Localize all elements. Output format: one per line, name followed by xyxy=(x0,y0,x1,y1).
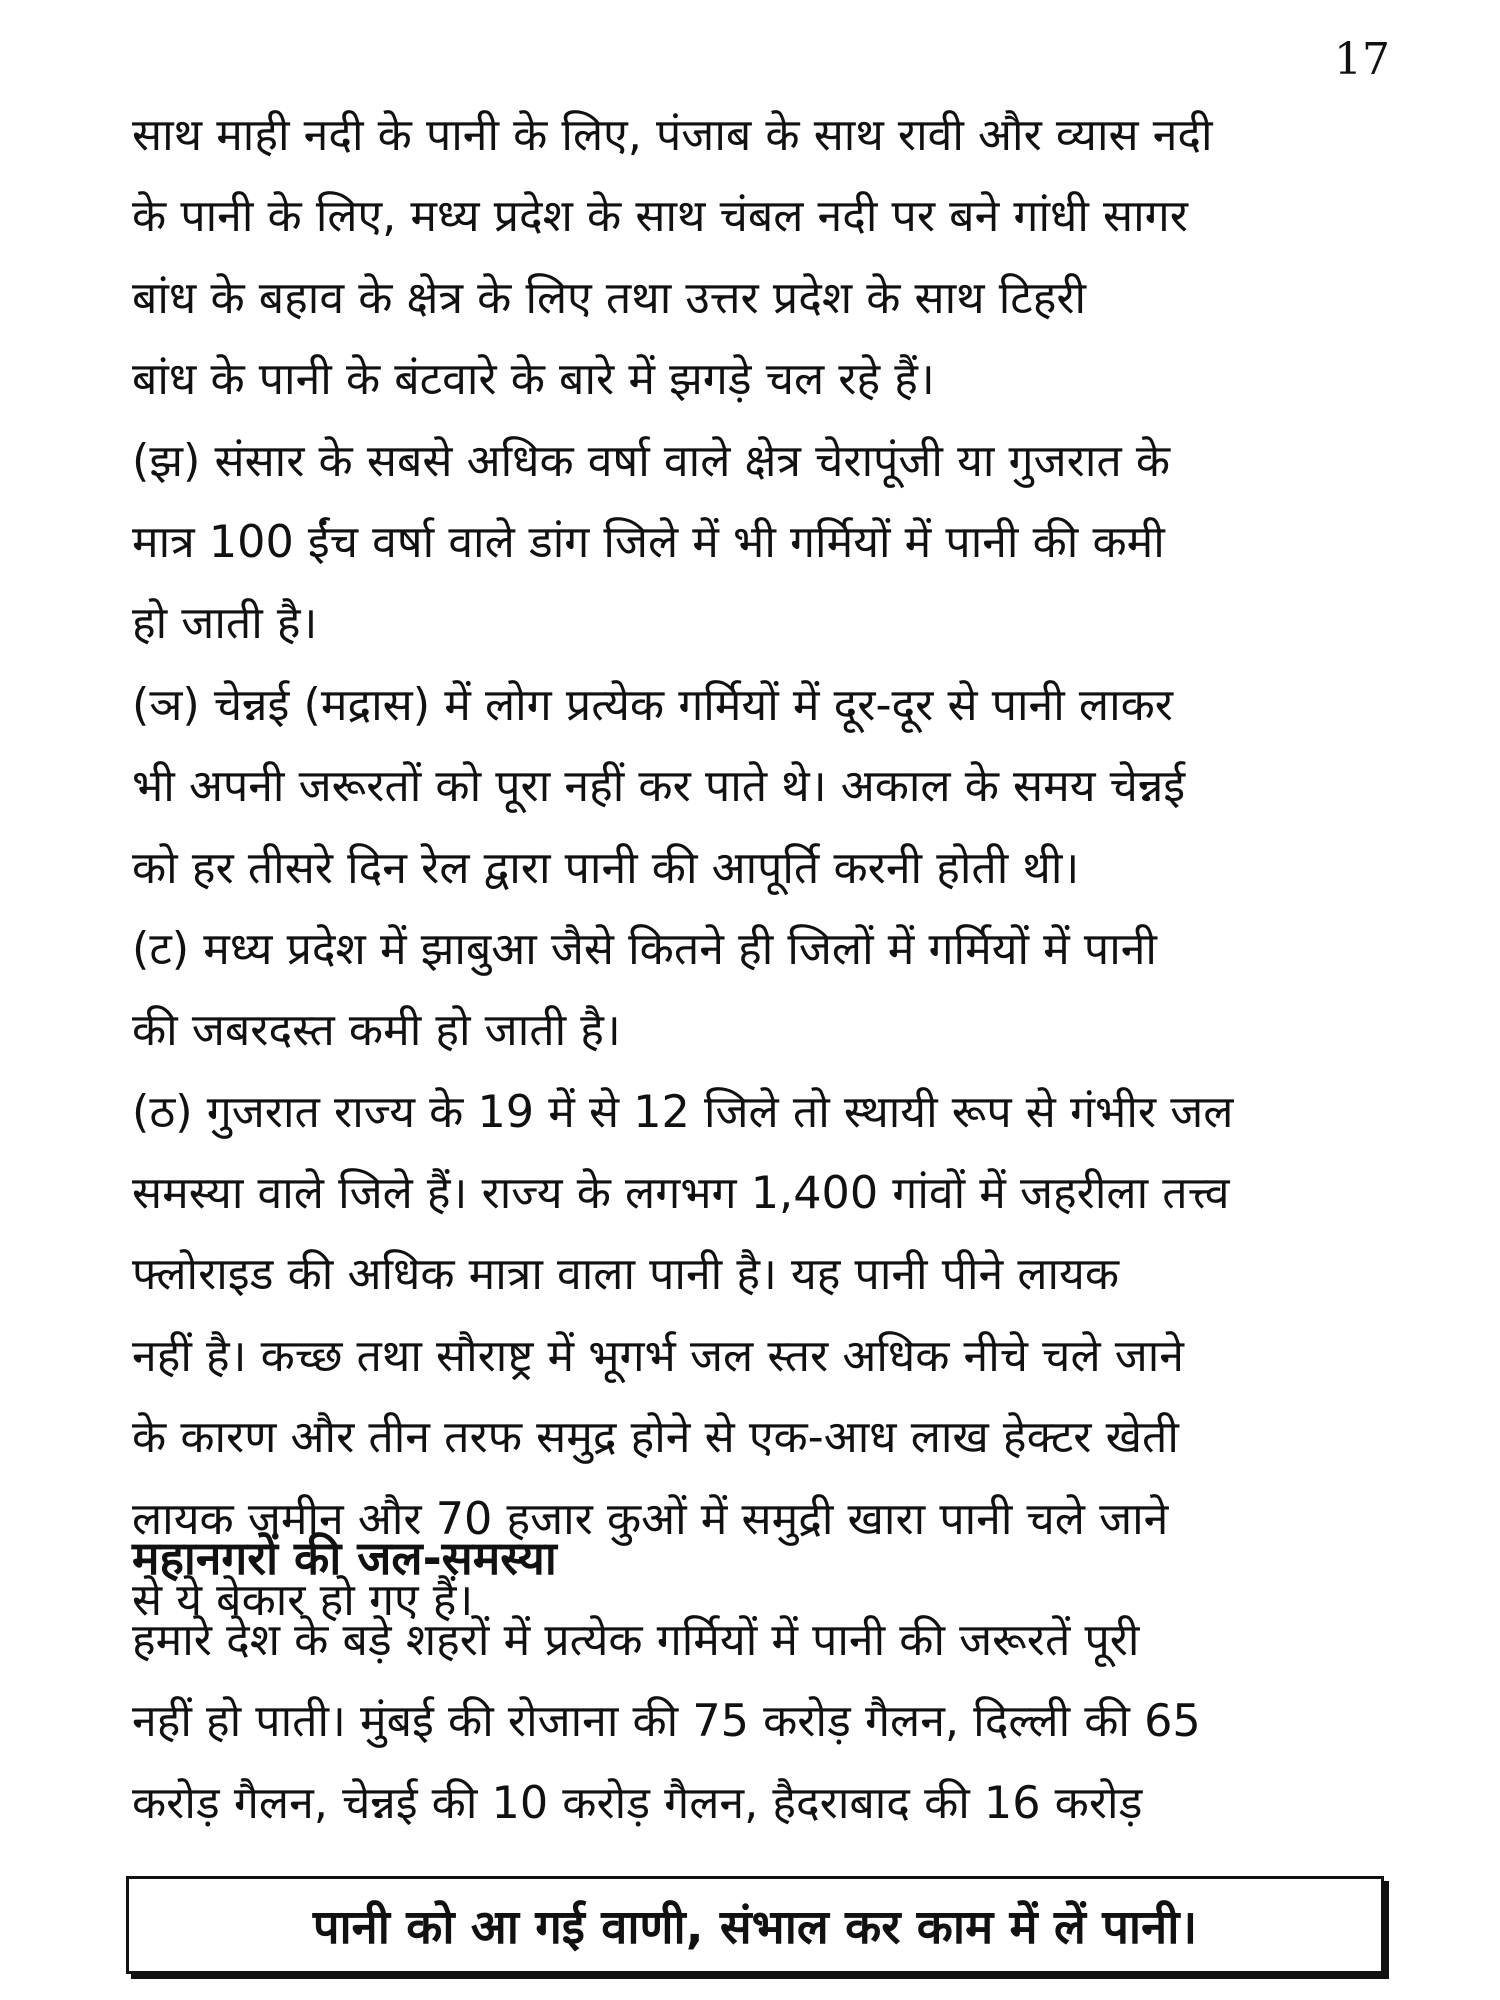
paragraph-line: (ट) मध्य प्रदेश में झाबुआ जैसे कितने ही जिलों में गर्मियों में पानी xyxy=(132,923,1157,975)
section-heading: महानगरों की जल-समस्या xyxy=(132,1531,557,1585)
motto-text: पानी को आ गई वाणी, संभाल कर काम में लें पानी। xyxy=(312,1900,1198,1955)
main-text xyxy=(132,95,1402,1641)
paragraph-line: के कारण और तीन तरफ समुद्र होने से एक-आध लाख हेक्टर खेती xyxy=(132,1412,1179,1464)
paragraph-line: बांध के बहाव के क्षेत्र के लिए तथा उत्तर प्रदेश के साथ टिहरी xyxy=(132,272,1087,324)
paragraph-line: (झ) संसार के सबसे अधिक वर्षा वाले क्षेत्र चेरापूंजी या गुजरात के xyxy=(132,435,1171,487)
paragraph-line: (ञ) चेन्नई (मद्रास) में लोग प्रत्येक गर्मियों में दूर-दूर से पानी लाकर xyxy=(132,679,1173,731)
paragraph-line: फ्लोराइड की अधिक मात्रा वाला पानी है। यह पानी पीने लायक xyxy=(132,1249,1120,1301)
paragraph-line: लायक जमीन और 70 हजार कुओं में समुद्री खारा पानी चले जाने xyxy=(132,1493,1169,1545)
paragraph-line: की जबरदस्त कमी हो जाती है। xyxy=(132,1005,621,1057)
section-line: नहीं हो पाती। मुंबई की रोजाना की 75 करोड़ गैलन, दिल्ली की 65 xyxy=(132,1696,1201,1748)
section-line: हमारे देश के बड़े शहरों में प्रत्येक गर्मियों में पानी की जरूरतें पूरी xyxy=(132,1615,1140,1666)
paragraph-line: भी अपनी जरूरतों को पूरा नहीं कर पाते थे। अकाल के समय चेन्नई xyxy=(132,761,1186,813)
section-line: करोड़ गैलन, चेन्नई की 10 करोड़ गैलन, हैदराबाद की 16 करोड़ xyxy=(132,1777,1143,1829)
paragraph-line: हो जाती है। xyxy=(132,598,318,650)
page-number: 17 xyxy=(1334,34,1390,85)
section-body xyxy=(132,1600,1402,1844)
paragraph-line: साथ माही नदी के पानी के लिए, पंजाब के साथ रावी और व्यास नदी xyxy=(132,110,1213,161)
paragraph-line: से ये बेकार हो गए हैं। xyxy=(132,1575,474,1627)
paragraph-line: मात्र 100 ईंच वर्षा वाले डांग जिले में भी गर्मियों में पानी की कमी xyxy=(132,516,1165,568)
paragraph-line: समस्या वाले जिले हैं। राज्य के लगभग 1,400 गांवों में जहरीला तत्त्व xyxy=(132,1168,1230,1220)
paragraph-line: (ठ) गुजरात राज्य के 19 में से 12 जिले तो स्थायी रूप से गंभीर जल xyxy=(132,1086,1234,1138)
paragraph-line: बांध के पानी के बंटवारे के बारे में झगड़े चल रहे हैं। xyxy=(132,354,935,406)
paragraph-line: नहीं है। कच्छ तथा सौराष्ट्र में भूगर्भ जल स्तर अधिक नीचे चले जाने xyxy=(132,1330,1185,1382)
motto-box xyxy=(126,1876,1384,1974)
paragraph-line: के पानी के लिए, मध्य प्रदेश के साथ चंबल नदी पर बने गांधी सागर xyxy=(132,191,1188,243)
paragraph-line: को हर तीसरे दिन रेल द्वारा पानी की आपूर्ति करनी होती थी। xyxy=(132,842,1080,894)
